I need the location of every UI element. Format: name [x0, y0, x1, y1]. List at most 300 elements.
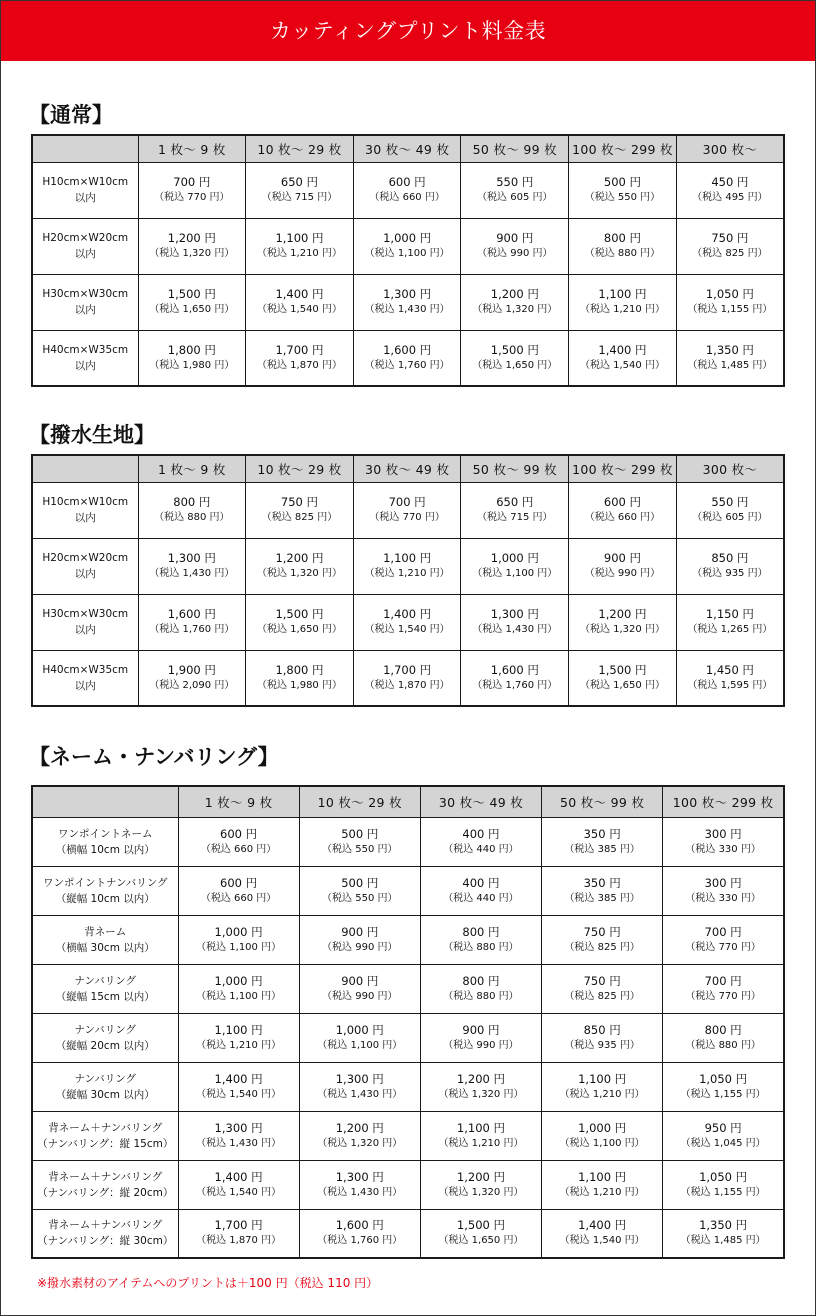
- table-row: [32, 594, 784, 650]
- table-row: [32, 1111, 784, 1160]
- price-cell: [663, 1209, 784, 1258]
- row-label-main: 背ネーム＋ナンバリング: [48, 1219, 163, 1232]
- price-value: 1,500 円: [490, 342, 539, 357]
- row-label-sub: 以内: [74, 512, 96, 524]
- page-title: カッティングプリント料金表: [1, 1, 815, 61]
- price-tax-included: （税込 825 円）: [261, 512, 338, 523]
- price-tax-included: （税込 1,870 円）: [256, 359, 342, 371]
- price-value: 1,300 円: [214, 1120, 263, 1135]
- price-value: 1,800 円: [275, 662, 324, 677]
- price-cell: [542, 1062, 663, 1111]
- price-cell: [569, 482, 677, 538]
- price-cell: [542, 1111, 663, 1160]
- price-cell: [569, 162, 677, 218]
- price-value: 1,050 円: [705, 287, 754, 301]
- price-tax-included: （税込 935 円）: [692, 568, 768, 579]
- header-row: [32, 455, 784, 482]
- price-value: 1,500 円: [456, 1218, 505, 1233]
- price-value: 1,000 円: [383, 231, 432, 245]
- price-cell: [353, 594, 461, 650]
- price-tax-included: （税込 330 円）: [685, 892, 761, 904]
- price-cell: [676, 218, 784, 274]
- price-tax-included: （税込 1,320 円）: [579, 624, 665, 635]
- row-label: [32, 594, 138, 650]
- price-tax-included: （税込 1,485 円）: [680, 1235, 766, 1247]
- price-value: 700 円: [704, 924, 742, 939]
- table-row: [32, 817, 784, 866]
- price-value: 1,100 円: [578, 1169, 627, 1184]
- price-value: 350 円: [583, 875, 621, 890]
- price-tax-included: （税込 770 円）: [154, 192, 230, 203]
- price-cell: [178, 1209, 299, 1258]
- price-value: 1,000 円: [214, 924, 263, 939]
- row-label-main: H10cm×W10cm: [42, 496, 129, 508]
- price-value: 1,200 円: [275, 551, 324, 565]
- price-cell: [178, 817, 299, 866]
- price-value: 1,350 円: [705, 342, 754, 357]
- row-label-main: H30cm×W30cm: [42, 288, 129, 300]
- table-row: [32, 650, 784, 706]
- price-cell: [461, 330, 569, 386]
- price-value: 900 円: [462, 1022, 500, 1037]
- table-row: [32, 482, 784, 538]
- price-value: 750 円: [280, 495, 319, 509]
- price-cell: [542, 817, 663, 866]
- water-price-table: [31, 454, 785, 707]
- price-value: 1,200 円: [456, 1071, 505, 1086]
- column-header: 300 枚〜: [676, 455, 784, 482]
- price-tax-included: （税込 990 円）: [443, 1039, 519, 1051]
- price-value: 1,500 円: [167, 287, 216, 301]
- price-cell: [569, 274, 677, 330]
- price-value: 1,600 円: [383, 342, 432, 357]
- price-tax-included: （税込 825 円）: [564, 990, 640, 1002]
- header-row: [32, 135, 784, 162]
- price-value: 800 円: [603, 231, 641, 245]
- price-tax-included: （税込 605 円）: [477, 192, 553, 203]
- price-tax-included: （税込 1,100 円）: [472, 568, 558, 579]
- price-cell: [178, 964, 299, 1013]
- price-value: 900 円: [496, 231, 534, 245]
- price-value: 1,200 円: [456, 1169, 505, 1184]
- column-header: 1 枚〜 9 枚: [138, 135, 246, 162]
- price-value: 500 円: [341, 875, 379, 890]
- price-tax-included: （税込 1,650 円）: [472, 359, 558, 371]
- price-value: 1,400 円: [214, 1169, 263, 1184]
- price-tax-included: （税込 1,100 円）: [364, 248, 450, 259]
- price-cell: [676, 330, 784, 386]
- price-tax-included: （税込 1,540 円）: [196, 1088, 282, 1100]
- table-row: [32, 162, 784, 218]
- price-tax-included: （税込 1,210 円）: [196, 1039, 282, 1051]
- price-tax-included: （税込 1,320 円）: [256, 568, 342, 579]
- price-value: 750 円: [583, 973, 621, 988]
- price-cell: [420, 1209, 541, 1258]
- row-label: [32, 964, 178, 1013]
- price-cell: [138, 650, 246, 706]
- price-tax-included: （税込 715 円）: [261, 192, 338, 203]
- price-cell: [663, 866, 784, 915]
- price-value: 500 円: [341, 826, 379, 841]
- price-tax-included: （税込 1,320 円）: [472, 304, 558, 315]
- price-value: 1,200 円: [598, 607, 647, 621]
- price-value: 1,100 円: [456, 1120, 505, 1135]
- row-label-main: H40cm×W35cm: [42, 343, 129, 356]
- table-row: [32, 330, 784, 386]
- price-cell: [542, 1013, 663, 1062]
- price-value: 450 円: [711, 175, 749, 189]
- price-value: 600 円: [603, 495, 641, 509]
- price-tax-included: （税込 2,090 円）: [149, 679, 235, 691]
- price-tax-included: （税込 1,650 円）: [256, 624, 342, 635]
- price-value: 550 円: [711, 495, 749, 509]
- price-cell: [353, 538, 461, 594]
- price-value: 1,700 円: [275, 342, 324, 357]
- price-value: 1,450 円: [705, 662, 754, 677]
- price-cell: [420, 964, 541, 1013]
- column-header: 1 枚〜 9 枚: [138, 455, 246, 482]
- price-cell: [138, 594, 246, 650]
- price-tax-included: （税込 1,485 円）: [687, 359, 773, 371]
- row-label: [32, 1013, 178, 1062]
- price-cell: [461, 218, 569, 274]
- table-row: [32, 1013, 784, 1062]
- row-label-sub: （縦幅 20cm 以内）: [55, 1039, 155, 1052]
- price-cell: [569, 218, 677, 274]
- row-label: [32, 1062, 178, 1111]
- column-header: 100 枚〜 299 枚: [569, 455, 677, 482]
- price-value: 1,500 円: [275, 607, 324, 621]
- price-value: 1,100 円: [214, 1022, 263, 1037]
- table-row: [32, 964, 784, 1013]
- row-label-sub: （ナンバリング：縦 15cm）: [37, 1137, 174, 1150]
- section-normal-heading: 【通常】: [29, 103, 113, 127]
- price-tax-included: （税込 1,210 円）: [364, 568, 450, 579]
- price-cell: [542, 964, 663, 1013]
- price-value: 650 円: [496, 495, 534, 509]
- price-tax-included: （税込 1,155 円）: [680, 1186, 766, 1198]
- price-tax-included: （税込 1,760 円）: [149, 624, 235, 635]
- price-value: 550 円: [496, 175, 534, 189]
- price-cell: [138, 482, 246, 538]
- footnote: ※撥水素材のアイテムへのプリントは＋100 円（税込 110 円）: [37, 1276, 379, 1290]
- price-value: 1,700 円: [383, 662, 432, 677]
- price-value: 1,350 円: [699, 1218, 748, 1233]
- price-cell: [542, 866, 663, 915]
- price-value: 1,300 円: [383, 287, 432, 301]
- price-cell: [178, 1013, 299, 1062]
- price-tax-included: （税込 1,870 円）: [364, 679, 450, 691]
- price-tax-included: （税込 1,210 円）: [579, 304, 665, 315]
- row-label-sub: 以内: [74, 304, 96, 316]
- price-value: 400 円: [462, 875, 500, 890]
- price-cell: [663, 1160, 784, 1209]
- row-label: [32, 650, 138, 706]
- price-tax-included: （税込 990 円）: [477, 248, 553, 259]
- price-cell: [246, 594, 354, 650]
- price-cell: [663, 964, 784, 1013]
- price-cell: [676, 594, 784, 650]
- price-cell: [299, 1209, 420, 1258]
- price-cell: [138, 218, 246, 274]
- price-tax-included: （税込 550 円）: [584, 192, 661, 203]
- price-value: 700 円: [704, 973, 742, 988]
- price-tax-included: （税込 330 円）: [685, 843, 761, 855]
- price-tax-included: （税込 1,210 円）: [559, 1186, 645, 1198]
- price-cell: [353, 274, 461, 330]
- row-label: [32, 866, 178, 915]
- price-tax-included: （税込 1,650 円）: [579, 679, 665, 691]
- price-tax-included: （税込 1,430 円）: [196, 1137, 282, 1149]
- price-tax-included: （税込 1,650 円）: [149, 304, 235, 315]
- price-cell: [178, 1111, 299, 1160]
- price-value: 700 円: [173, 175, 211, 189]
- price-tax-included: （税込 1,540 円）: [256, 304, 342, 315]
- price-value: 1,400 円: [598, 342, 647, 357]
- price-value: 1,100 円: [275, 231, 324, 245]
- price-cell: [461, 162, 569, 218]
- price-tax-included: （税込 1,980 円）: [256, 679, 342, 691]
- price-cell: [299, 817, 420, 866]
- price-cell: [461, 650, 569, 706]
- row-label-sub: （ナンバリング：縦 20cm）: [37, 1186, 174, 1199]
- price-tax-included: （税込 1,155 円）: [687, 304, 773, 315]
- price-cell: [461, 594, 569, 650]
- row-label-main: 背ネーム＋ナンバリング: [48, 1170, 163, 1183]
- price-tax-included: （税込 770 円）: [685, 941, 761, 953]
- price-tax-included: （税込 990 円）: [322, 990, 398, 1002]
- row-label-sub: 以内: [74, 624, 96, 636]
- price-value: 1,100 円: [598, 287, 647, 301]
- row-label-sub: （縦幅 15cm 以内）: [55, 990, 155, 1003]
- price-tax-included: （税込 1,540 円）: [364, 624, 450, 635]
- price-cell: [676, 274, 784, 330]
- price-tax-included: （税込 1,980 円）: [149, 359, 235, 371]
- section-water-heading: 【撥水生地】: [29, 423, 155, 447]
- row-label-sub: （ナンバリング：縦 30cm）: [37, 1235, 174, 1248]
- price-value: 1,800 円: [167, 342, 216, 357]
- price-tax-included: （税込 1,320 円）: [149, 248, 235, 259]
- price-cell: [299, 1062, 420, 1111]
- price-cell: [246, 482, 354, 538]
- price-value: 800 円: [462, 973, 500, 988]
- corner-cell: [32, 135, 138, 162]
- price-cell: [246, 650, 354, 706]
- price-value: 1,150 円: [705, 607, 754, 621]
- price-tax-included: （税込 1,540 円）: [579, 359, 665, 371]
- price-value: 850 円: [711, 551, 749, 565]
- row-label-main: ワンポイントナンバリング: [42, 876, 168, 889]
- column-header: 30 枚〜 49 枚: [353, 455, 461, 482]
- price-value: 1,400 円: [383, 607, 432, 621]
- price-cell: [569, 594, 677, 650]
- price-cell: [420, 915, 541, 964]
- price-value: 750 円: [583, 924, 621, 939]
- row-label-main: ナンバリング: [74, 974, 137, 987]
- table-row: [32, 218, 784, 274]
- column-header: 50 枚〜 99 枚: [461, 135, 569, 162]
- price-tax-included: （税込 715 円）: [477, 512, 553, 523]
- section-name-heading: 【ネーム・ナンバリング】: [29, 745, 279, 769]
- price-cell: [178, 1160, 299, 1209]
- table-row: [32, 1160, 784, 1209]
- price-cell: [420, 817, 541, 866]
- price-value: 1,300 円: [490, 607, 539, 621]
- row-label-main: ワンポイントネーム: [58, 827, 153, 840]
- normal-price-table: [31, 134, 785, 387]
- row-label: [32, 162, 138, 218]
- column-header: 10 枚〜 29 枚: [299, 786, 420, 817]
- price-tax-included: （税込 1,760 円）: [364, 359, 450, 371]
- header-row: [32, 786, 784, 817]
- price-value: 1,300 円: [335, 1071, 384, 1086]
- price-value: 500 円: [603, 175, 641, 189]
- price-tax-included: （税込 1,540 円）: [196, 1186, 282, 1198]
- price-value: 1,400 円: [275, 287, 324, 301]
- row-label-sub: （横幅 10cm 以内）: [55, 843, 155, 856]
- row-label: [32, 1111, 178, 1160]
- row-label-sub: （縦幅 30cm 以内）: [55, 1088, 155, 1101]
- price-cell: [353, 218, 461, 274]
- row-label-sub: 以内: [74, 359, 96, 372]
- price-value: 900 円: [341, 924, 379, 939]
- column-header: 100 枚〜 299 枚: [569, 135, 677, 162]
- row-label-main: H20cm×W20cm: [42, 232, 129, 244]
- price-cell: [420, 1013, 541, 1062]
- price-cell: [569, 650, 677, 706]
- column-header: 10 枚〜 29 枚: [246, 135, 354, 162]
- price-cell: [353, 162, 461, 218]
- price-cell: [663, 1013, 784, 1062]
- row-label: [32, 482, 138, 538]
- price-tax-included: （税込 495 円）: [692, 192, 768, 203]
- price-tax-included: （税込 880 円）: [154, 512, 230, 523]
- price-cell: [299, 866, 420, 915]
- price-cell: [461, 482, 569, 538]
- row-label: [32, 330, 138, 386]
- row-label: [32, 817, 178, 866]
- column-header: 10 枚〜 29 枚: [246, 455, 354, 482]
- price-cell: [246, 274, 354, 330]
- price-tax-included: （税込 550 円）: [322, 843, 398, 855]
- price-value: 1,100 円: [383, 551, 432, 565]
- price-cell: [676, 482, 784, 538]
- row-label-main: ナンバリング: [74, 1072, 137, 1085]
- price-cell: [299, 1111, 420, 1160]
- price-cell: [353, 482, 461, 538]
- table-row: [32, 1062, 784, 1111]
- table-row: [32, 274, 784, 330]
- price-cell: [246, 330, 354, 386]
- price-tax-included: （税込 385 円）: [564, 892, 640, 904]
- price-cell: [138, 538, 246, 594]
- price-tax-included: （税込 1,045 円）: [680, 1137, 766, 1149]
- price-value: 900 円: [341, 973, 379, 988]
- price-tax-included: （税込 605 円）: [692, 512, 768, 523]
- price-tax-included: （税込 880 円）: [584, 248, 661, 259]
- price-value: 1,000 円: [490, 551, 539, 565]
- column-header: 50 枚〜 99 枚: [461, 455, 569, 482]
- row-label: [32, 915, 178, 964]
- name-price-table: [31, 785, 785, 1259]
- price-value: 700 円: [388, 495, 426, 509]
- price-value: 1,400 円: [578, 1218, 627, 1233]
- price-cell: [299, 1160, 420, 1209]
- price-tax-included: （税込 1,540 円）: [559, 1235, 645, 1247]
- price-tax-included: （税込 1,870 円）: [196, 1235, 282, 1247]
- row-label-main: 背ネーム＋ナンバリング: [48, 1121, 163, 1134]
- price-tax-included: （税込 1,650 円）: [438, 1235, 524, 1247]
- price-tax-included: （税込 1,595 円）: [687, 679, 773, 691]
- price-tax-included: （税込 1,430 円）: [317, 1186, 403, 1198]
- column-header: 30 枚〜 49 枚: [420, 786, 541, 817]
- price-cell: [663, 915, 784, 964]
- row-label-main: 背ネーム: [84, 925, 127, 938]
- price-tax-included: （税込 825 円）: [692, 248, 768, 259]
- row-label: [32, 1209, 178, 1258]
- price-tax-included: （税込 1,210 円）: [256, 248, 342, 259]
- price-tax-included: （税込 935 円）: [564, 1039, 640, 1051]
- price-tax-included: （税込 880 円）: [443, 941, 519, 953]
- price-tax-included: （税込 1,320 円）: [438, 1088, 524, 1100]
- price-value: 300 円: [704, 875, 742, 890]
- column-header: 1 枚〜 9 枚: [178, 786, 299, 817]
- price-tax-included: （税込 1,320 円）: [317, 1137, 403, 1149]
- price-tax-included: （税込 1,100 円）: [317, 1039, 403, 1051]
- price-tax-included: （税込 1,155 円）: [680, 1088, 766, 1100]
- row-label-main: ナンバリング: [74, 1023, 137, 1036]
- price-cell: [420, 1111, 541, 1160]
- price-cell: [299, 964, 420, 1013]
- price-cell: [676, 538, 784, 594]
- row-label: [32, 274, 138, 330]
- column-header: 100 枚〜 299 枚: [663, 786, 784, 817]
- price-cell: [246, 538, 354, 594]
- table-row: [32, 915, 784, 964]
- price-tax-included: （税込 1,760 円）: [472, 679, 558, 691]
- row-label: [32, 538, 138, 594]
- price-cell: [542, 1209, 663, 1258]
- price-cell: [246, 162, 354, 218]
- price-cell: [663, 1111, 784, 1160]
- price-tax-included: （税込 1,760 円）: [317, 1235, 403, 1247]
- price-value: 350 円: [583, 826, 621, 841]
- price-cell: [461, 538, 569, 594]
- table-row: [32, 1209, 784, 1258]
- price-cell: [542, 1160, 663, 1209]
- price-value: 600 円: [220, 875, 258, 890]
- row-label-main: H20cm×W20cm: [42, 552, 129, 564]
- price-tax-included: （税込 550 円）: [322, 892, 398, 904]
- price-value: 850 円: [583, 1022, 621, 1037]
- price-cell: [299, 915, 420, 964]
- price-value: 600 円: [388, 175, 426, 189]
- price-tax-included: （税込 1,265 円）: [687, 624, 773, 635]
- price-cell: [353, 650, 461, 706]
- price-value: 1,050 円: [699, 1169, 748, 1184]
- price-value: 1,500 円: [598, 662, 647, 677]
- price-value: 1,200 円: [490, 287, 539, 301]
- price-cell: [676, 162, 784, 218]
- column-header: 30 枚〜 49 枚: [353, 135, 461, 162]
- table-row: [32, 866, 784, 915]
- price-cell: [420, 1062, 541, 1111]
- price-tax-included: （税込 990 円）: [322, 941, 398, 953]
- price-tax-included: （税込 880 円）: [443, 990, 519, 1002]
- price-tax-included: （税込 440 円）: [443, 892, 519, 904]
- row-label-main: H10cm×W10cm: [42, 176, 129, 188]
- row-label: [32, 1160, 178, 1209]
